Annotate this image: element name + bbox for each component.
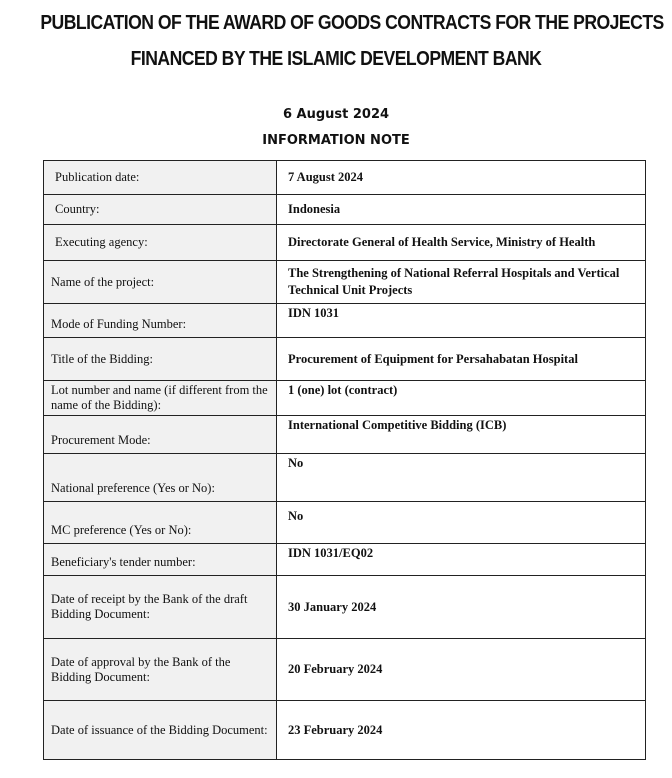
table-row bbox=[44, 454, 646, 502]
row-label: Name of the project: bbox=[44, 261, 277, 304]
row-value: 7 August 2024 bbox=[277, 161, 646, 195]
information-note-heading: INFORMATION NOTE bbox=[262, 133, 410, 148]
table-row bbox=[44, 639, 646, 701]
row-label: Date of receipt by the Bank of the draft Bidding Document: bbox=[44, 576, 277, 639]
row-label: Publication date: bbox=[44, 161, 277, 195]
table-row bbox=[44, 502, 646, 544]
row-value: Indonesia bbox=[277, 195, 646, 225]
table-row bbox=[44, 195, 646, 225]
table-row bbox=[44, 701, 646, 760]
document-title-line-2: FINANCED BY THE ISLAMIC DEVELOPMENT BANK bbox=[130, 48, 542, 70]
document-date: 6 August 2024 bbox=[282, 107, 390, 122]
row-value: 23 February 2024 bbox=[277, 701, 646, 760]
row-value: 20 February 2024 bbox=[277, 639, 646, 701]
row-label: MC preference (Yes or No): bbox=[44, 502, 277, 544]
row-value: 30 January 2024 bbox=[277, 576, 646, 639]
table-row bbox=[44, 338, 646, 381]
table-row bbox=[44, 416, 646, 454]
row-label: Procurement Mode: bbox=[44, 416, 277, 454]
row-label: Executing agency: bbox=[44, 225, 277, 261]
row-label: National preference (Yes or No): bbox=[44, 454, 277, 502]
row-value: International Competitive Bidding (ICB) bbox=[277, 416, 646, 454]
table-row bbox=[44, 576, 646, 639]
row-value: No bbox=[277, 502, 646, 544]
row-value: Procurement of Equipment for Persahabatan Hospital bbox=[277, 338, 646, 381]
row-value: IDN 1031 bbox=[277, 304, 646, 338]
row-label: Title of the Bidding: bbox=[44, 338, 277, 381]
row-label: Country: bbox=[44, 195, 277, 225]
table-row bbox=[44, 225, 646, 261]
table-row bbox=[44, 161, 646, 195]
table-row bbox=[44, 261, 646, 304]
document-title-line-1: PUBLICATION OF THE AWARD OF GOODS CONTRACTS FOR THE PROJECTS bbox=[40, 12, 664, 34]
table-row bbox=[44, 304, 646, 338]
information-table bbox=[43, 160, 646, 760]
row-value: Directorate General of Health Service, Ministry of Health bbox=[277, 225, 646, 261]
row-label: Lot number and name (if different from the name of the Bidding): bbox=[44, 381, 277, 416]
row-label: Date of approval by the Bank of the Bidding Document: bbox=[44, 639, 277, 701]
row-value: No bbox=[277, 454, 646, 502]
table-row bbox=[44, 381, 646, 416]
row-value: IDN 1031/EQ02 bbox=[277, 544, 646, 576]
row-value: 1 (one) lot (contract) bbox=[277, 381, 646, 416]
row-label: Date of issuance of the Bidding Document: bbox=[44, 701, 277, 760]
row-label: Mode of Funding Number: bbox=[44, 304, 277, 338]
row-value: The Strengthening of National Referral Hospitals and Vertical Technical Unit Projects bbox=[277, 261, 646, 304]
table-row bbox=[44, 544, 646, 576]
row-label: Beneficiary's tender number: bbox=[44, 544, 277, 576]
